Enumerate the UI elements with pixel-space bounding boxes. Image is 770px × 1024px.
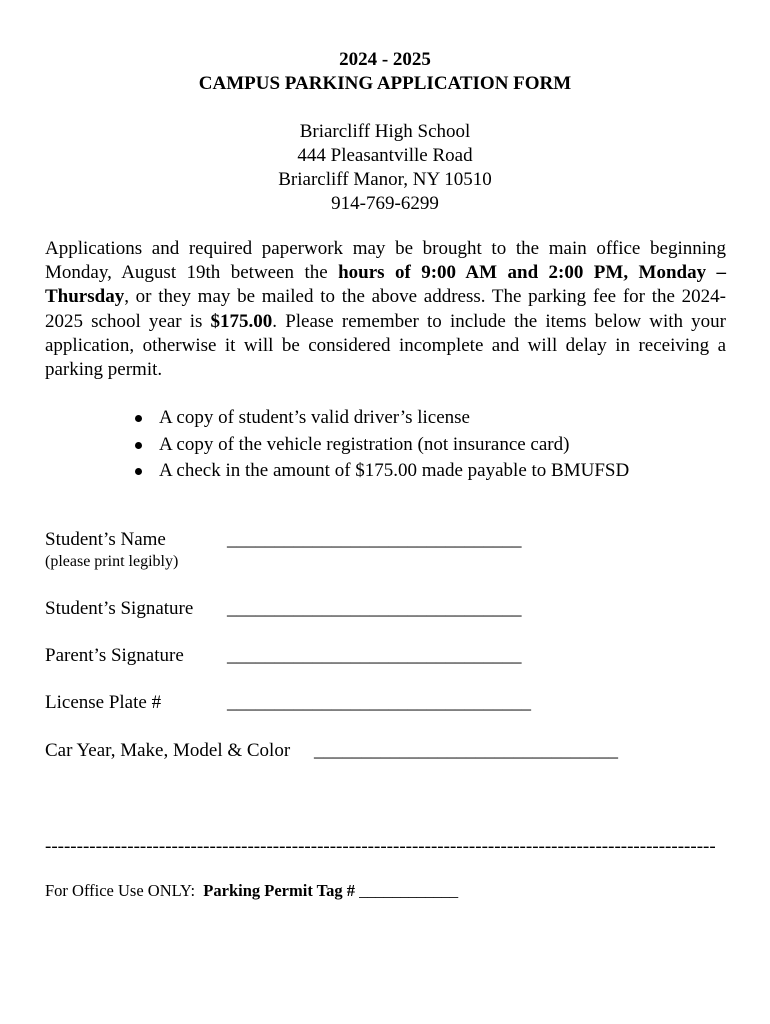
office-hours: hours of 9:00 AM and 2:00 PM, Monday – Thursday xyxy=(45,262,726,308)
list-item: A copy of student’s valid driver’s license xyxy=(132,405,629,432)
school-street: 444 Pleasantville Road xyxy=(297,145,473,166)
school-phone: 914-769-6299 xyxy=(331,193,439,214)
list-item: A check in the amount of $175.00 made payable to BMUFSD xyxy=(132,458,629,485)
school-city: Briarcliff Manor, NY 10510 xyxy=(278,169,492,190)
car-info-label: Car Year, Make, Model & Color xyxy=(45,740,291,761)
student-name-field[interactable]: _______________________________ xyxy=(227,529,522,550)
office-use-label: For Office Use ONLY: xyxy=(45,881,196,900)
intro-text-3: . Please remember to include the items below with your application, otherwise it will be considered incomplete and will delay in receiving a parking permit. xyxy=(45,310,726,381)
intro-paragraph xyxy=(45,237,726,382)
permit-tag-field[interactable]: ____________ xyxy=(359,881,459,900)
parking-fee: $175.00 xyxy=(210,310,273,332)
intro-text-1: Applications and required paperwork may be brought to the main office beginning Monday, August 19th between the xyxy=(45,238,726,284)
list-item: A copy of the vehicle registration (not insurance card) xyxy=(132,432,629,459)
student-name-note: (please print legibly) xyxy=(45,553,179,570)
requirements-list xyxy=(132,405,629,485)
intro-text-2: , or they may be mailed to the above address. The parking fee for the 2024-2025 school year is xyxy=(45,286,726,332)
permit-tag-label: Parking Permit Tag # xyxy=(203,881,356,900)
school-name: Briarcliff High School xyxy=(299,121,471,142)
parent-signature-label: Parent’s Signature xyxy=(45,645,184,666)
office-use-section xyxy=(45,880,458,902)
student-signature-field[interactable]: _______________________________ xyxy=(227,598,522,619)
student-signature-label: Student’s Signature xyxy=(45,598,194,619)
bullet-icon xyxy=(135,442,142,449)
form-title: CAMPUS PARKING APPLICATION FORM xyxy=(198,73,572,94)
separator-line: ---------------------------------------------------------------------------------------------------------- xyxy=(45,836,716,857)
license-plate-label: License Plate # xyxy=(45,692,162,713)
bullet-icon xyxy=(135,468,142,475)
license-plate-field[interactable]: ________________________________ xyxy=(227,692,531,713)
car-info-field[interactable]: ________________________________ xyxy=(314,740,618,761)
bullet-icon xyxy=(135,415,142,422)
parent-signature-field[interactable]: _______________________________ xyxy=(227,645,522,666)
form-year: 2024 - 2025 xyxy=(339,49,431,70)
student-name-label: Student’s Name xyxy=(45,529,166,550)
